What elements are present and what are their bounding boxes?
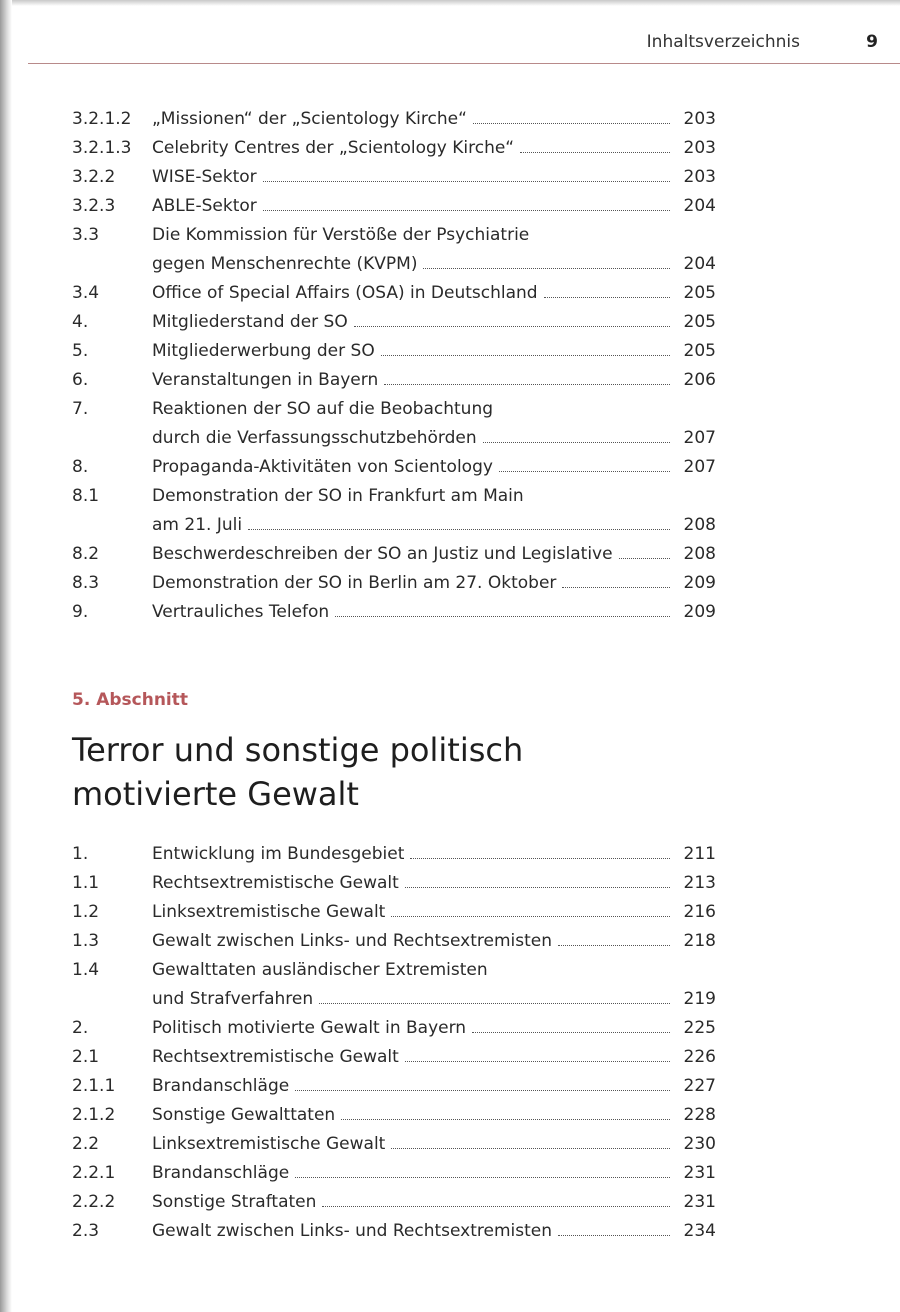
toc-entry-number: 3.3 bbox=[72, 225, 100, 245]
toc-entry-line bbox=[152, 1217, 716, 1246]
toc-entry-number: 4. bbox=[72, 312, 89, 332]
toc-entry-number: 3.4 bbox=[72, 283, 100, 303]
toc-entry bbox=[72, 308, 716, 337]
toc-entry-line bbox=[152, 985, 716, 1014]
toc-entry-page: 209 bbox=[683, 573, 716, 593]
toc-entry-page: 204 bbox=[683, 254, 716, 274]
dot-leader bbox=[562, 587, 670, 588]
toc-entry-line bbox=[152, 598, 716, 627]
toc-entry-line bbox=[152, 250, 716, 279]
toc-entry-title: Mitgliederstand der SO bbox=[152, 312, 348, 332]
toc-entry-line bbox=[152, 192, 716, 221]
toc-entry-title: Gewalt zwischen Links- und Rechtsextremisten bbox=[152, 931, 553, 951]
toc-entry-page: 208 bbox=[683, 544, 716, 564]
toc-entry-title: ABLE-Sektor bbox=[152, 196, 257, 216]
dot-leader bbox=[263, 210, 670, 211]
toc-entry-page: 203 bbox=[683, 167, 716, 187]
toc-entry-page: 226 bbox=[683, 1047, 716, 1067]
toc-entry-page: 213 bbox=[683, 873, 716, 893]
toc-entry-line bbox=[152, 395, 716, 424]
toc-entry-page: 231 bbox=[683, 1163, 716, 1183]
toc-entry-line bbox=[152, 540, 716, 569]
toc-entry-title: Sonstige Gewalttaten bbox=[152, 1105, 336, 1125]
toc-entry-line bbox=[152, 1043, 716, 1072]
toc-entry-number: 2.2.1 bbox=[72, 1163, 116, 1183]
scan-top-edge bbox=[0, 0, 900, 6]
dot-leader bbox=[558, 945, 670, 946]
toc-entry-title: Office of Special Affairs (OSA) in Deutschland bbox=[152, 283, 538, 303]
toc-entry-number: 5. bbox=[72, 341, 89, 361]
toc-entry-body bbox=[152, 598, 716, 627]
dot-leader bbox=[248, 529, 670, 530]
dot-leader bbox=[544, 297, 670, 298]
toc-entry-title: am 21. Juli bbox=[152, 515, 243, 535]
toc-entry-number: 2.3 bbox=[72, 1221, 100, 1241]
toc-entry-line bbox=[152, 134, 716, 163]
dot-leader bbox=[341, 1119, 670, 1120]
dot-leader bbox=[405, 1061, 670, 1062]
running-header-title: Inhaltsverzeichnis bbox=[646, 32, 800, 52]
toc-list-part1 bbox=[72, 105, 716, 627]
dot-leader bbox=[319, 1003, 670, 1004]
toc-entry-body bbox=[152, 1014, 716, 1043]
toc-entry-line bbox=[152, 1014, 716, 1043]
dot-leader bbox=[619, 558, 670, 559]
toc-entry bbox=[72, 337, 716, 366]
toc-entry-line bbox=[152, 511, 716, 540]
toc-entry-body bbox=[152, 840, 716, 869]
toc-entry bbox=[72, 869, 716, 898]
toc-entry-body bbox=[152, 105, 716, 134]
toc-entry-body bbox=[152, 453, 716, 482]
toc-entry-page: 207 bbox=[683, 428, 716, 448]
toc-entry-line bbox=[152, 366, 716, 395]
toc-entry-title: „Missionen“ der „Scientology Kirche“ bbox=[152, 109, 467, 129]
toc-entry-title: Brandanschläge bbox=[152, 1076, 290, 1096]
toc-entry-number: 3.2.3 bbox=[72, 196, 116, 216]
toc-entry-title: Sonstige Straftaten bbox=[152, 1192, 317, 1212]
toc-entry bbox=[72, 105, 716, 134]
toc-entry-page: 225 bbox=[683, 1018, 716, 1038]
toc-entry-line bbox=[152, 1072, 716, 1101]
toc-entry-page: 203 bbox=[683, 138, 716, 158]
dot-leader bbox=[384, 384, 670, 385]
toc-entry-page: 234 bbox=[683, 1221, 716, 1241]
toc-entry-body bbox=[152, 1217, 716, 1246]
toc-entry-number: 8.3 bbox=[72, 573, 100, 593]
toc-entry-line bbox=[152, 337, 716, 366]
toc-entry-page: 205 bbox=[683, 312, 716, 332]
toc-entry-line bbox=[152, 163, 716, 192]
toc-entry-body bbox=[152, 482, 716, 540]
toc-entry bbox=[72, 1043, 716, 1072]
toc-entry-number: 2.1.2 bbox=[72, 1105, 116, 1125]
toc-entry bbox=[72, 1159, 716, 1188]
scan-left-edge bbox=[0, 0, 12, 1312]
toc-entry-line bbox=[152, 569, 716, 598]
dot-leader bbox=[263, 181, 670, 182]
dot-leader bbox=[295, 1090, 670, 1091]
toc-entry-body bbox=[152, 927, 716, 956]
toc-entry-body bbox=[152, 366, 716, 395]
toc-entry-number: 3.2.1.3 bbox=[72, 138, 132, 158]
toc-entry-page: 216 bbox=[683, 902, 716, 922]
toc-entry bbox=[72, 927, 716, 956]
toc-entry-line bbox=[152, 1101, 716, 1130]
toc-entry-line bbox=[152, 1188, 716, 1217]
toc-entry-number: 2. bbox=[72, 1018, 89, 1038]
toc-entry-number: 1.2 bbox=[72, 902, 100, 922]
dot-leader bbox=[483, 442, 670, 443]
toc-entry-number: 1.1 bbox=[72, 873, 100, 893]
toc-entry-number: 6. bbox=[72, 370, 89, 390]
dot-leader bbox=[405, 887, 670, 888]
section-title: Terror und sonstige politisch motivierte Gewalt bbox=[72, 731, 524, 813]
toc-entry-line bbox=[152, 482, 716, 511]
toc-entry-page: 205 bbox=[683, 341, 716, 361]
toc-entry-line bbox=[152, 424, 716, 453]
toc-entry-line bbox=[152, 105, 716, 134]
dot-leader bbox=[295, 1177, 670, 1178]
toc-entry-number: 7. bbox=[72, 399, 89, 419]
toc-entry-body bbox=[152, 569, 716, 598]
dot-leader bbox=[472, 1032, 670, 1033]
toc-entry-line bbox=[152, 927, 716, 956]
dot-leader bbox=[391, 916, 670, 917]
toc-list-part2 bbox=[72, 840, 716, 1246]
dot-leader bbox=[322, 1206, 670, 1207]
dot-leader bbox=[423, 268, 670, 269]
toc-entry bbox=[72, 540, 716, 569]
toc-entry-body bbox=[152, 956, 716, 1014]
toc-entry bbox=[72, 482, 716, 540]
section-label: 5. Abschnitt bbox=[72, 690, 189, 710]
toc-entry-title: Beschwerdeschreiben der SO an Justiz und Legislative bbox=[152, 544, 613, 564]
toc-entry-body bbox=[152, 540, 716, 569]
toc-entry bbox=[72, 598, 716, 627]
toc-entry-line bbox=[152, 840, 716, 869]
toc-entry-title: gegen Menschenrechte (KVPM) bbox=[152, 254, 418, 274]
toc-entry-title: Veranstaltungen in Bayern bbox=[152, 370, 379, 390]
header-rule bbox=[28, 63, 900, 64]
toc-entry-page: 209 bbox=[683, 602, 716, 622]
toc-entry-line bbox=[152, 869, 716, 898]
toc-entry-body bbox=[152, 163, 716, 192]
toc-entry-line bbox=[152, 898, 716, 927]
dot-leader bbox=[558, 1235, 670, 1236]
toc-entry-number: 2.1.1 bbox=[72, 1076, 116, 1096]
toc-entry-title: Rechtsextremistische Gewalt bbox=[152, 873, 399, 893]
toc-entry bbox=[72, 279, 716, 308]
dot-leader bbox=[391, 1148, 670, 1149]
toc-entry-title: Politisch motivierte Gewalt in Bayern bbox=[152, 1018, 467, 1038]
toc-entry bbox=[72, 1130, 716, 1159]
toc-entry-body bbox=[152, 1072, 716, 1101]
toc-entry-title: Gewalt zwischen Links- und Rechtsextremisten bbox=[152, 1221, 553, 1241]
dot-leader bbox=[499, 471, 670, 472]
toc-entry-number: 3.2.2 bbox=[72, 167, 116, 187]
toc-entry-body bbox=[152, 1130, 716, 1159]
toc-entry bbox=[72, 1101, 716, 1130]
toc-entry-number: 3.2.1.2 bbox=[72, 109, 132, 129]
toc-entry-line bbox=[152, 221, 716, 250]
toc-entry-body bbox=[152, 1043, 716, 1072]
toc-entry-title: Brandanschläge bbox=[152, 1163, 290, 1183]
dot-leader bbox=[473, 123, 670, 124]
toc-entry-title: durch die Verfassungsschutzbehörden bbox=[152, 428, 477, 448]
dot-leader bbox=[410, 858, 670, 859]
toc-entry bbox=[72, 956, 716, 1014]
toc-entry-page: 211 bbox=[683, 844, 716, 864]
toc-entry-number: 2.1 bbox=[72, 1047, 100, 1067]
toc-entry-title: WISE-Sektor bbox=[152, 167, 257, 187]
dot-leader bbox=[520, 152, 670, 153]
toc-entry-page: 218 bbox=[683, 931, 716, 951]
toc-entry-number: 1.4 bbox=[72, 960, 100, 980]
toc-entry-body bbox=[152, 1188, 716, 1217]
toc-entry bbox=[72, 221, 716, 279]
toc-entry-body bbox=[152, 308, 716, 337]
toc-entry-page: 204 bbox=[683, 196, 716, 216]
toc-entry-page: 227 bbox=[683, 1076, 716, 1096]
toc-entry bbox=[72, 366, 716, 395]
toc-entry-page: 230 bbox=[683, 1134, 716, 1154]
toc-entry bbox=[72, 1014, 716, 1043]
toc-entry-body bbox=[152, 1101, 716, 1130]
toc-entry-title: Linksextremistische Gewalt bbox=[152, 902, 386, 922]
toc-entry-number: 8.2 bbox=[72, 544, 100, 564]
toc-entry-title: Demonstration der SO in Berlin am 27. Oktober bbox=[152, 573, 557, 593]
toc-entry-title: Propaganda-Aktivitäten von Scientology bbox=[152, 457, 493, 477]
toc-entry bbox=[72, 134, 716, 163]
toc-entry-page: 207 bbox=[683, 457, 716, 477]
toc-entry-title: Vertrauliches Telefon bbox=[152, 602, 330, 622]
toc-entry-page: 203 bbox=[683, 109, 716, 129]
toc-entry-page: 206 bbox=[683, 370, 716, 390]
toc-entry-page: 228 bbox=[683, 1105, 716, 1125]
toc-entry-page: 208 bbox=[683, 515, 716, 535]
toc-entry bbox=[72, 1188, 716, 1217]
toc-entry-body bbox=[152, 395, 716, 453]
toc-entry-title: Die Kommission für Verstöße der Psychiatrie bbox=[152, 225, 530, 245]
dot-leader bbox=[381, 355, 670, 356]
toc-entry bbox=[72, 453, 716, 482]
toc-entry bbox=[72, 569, 716, 598]
toc-entry-number: 2.2 bbox=[72, 1134, 100, 1154]
toc-entry bbox=[72, 898, 716, 927]
toc-entry-body bbox=[152, 192, 716, 221]
toc-entry-title: Entwicklung im Bundesgebiet bbox=[152, 844, 405, 864]
toc-entry bbox=[72, 1072, 716, 1101]
toc-entry-body bbox=[152, 279, 716, 308]
toc-entry-title: Linksextremistische Gewalt bbox=[152, 1134, 386, 1154]
toc-entry-page: 205 bbox=[683, 283, 716, 303]
toc-entry bbox=[72, 395, 716, 453]
toc-entry-line bbox=[152, 956, 716, 985]
toc-entry-number: 1. bbox=[72, 844, 89, 864]
toc-entry-line bbox=[152, 1130, 716, 1159]
toc-entry bbox=[72, 840, 716, 869]
toc-entry-number: 1.3 bbox=[72, 931, 100, 951]
toc-entry-title: Gewalttaten ausländischer Extremisten bbox=[152, 960, 488, 980]
toc-entry-title: Mitgliederwerbung der SO bbox=[152, 341, 375, 361]
toc-entry-line bbox=[152, 308, 716, 337]
toc-entry-body bbox=[152, 134, 716, 163]
running-header bbox=[0, 30, 900, 60]
toc-entry-title: Celebrity Centres der „Scientology Kirche“ bbox=[152, 138, 515, 158]
toc-entry-line bbox=[152, 453, 716, 482]
toc-entry-title: Rechtsextremistische Gewalt bbox=[152, 1047, 399, 1067]
toc-entry-body bbox=[152, 221, 716, 279]
toc-entry-body bbox=[152, 898, 716, 927]
toc-entry-title: Demonstration der SO in Frankfurt am Main bbox=[152, 486, 524, 506]
toc-entry-body bbox=[152, 1159, 716, 1188]
toc-entry-number: 9. bbox=[72, 602, 89, 622]
dot-leader bbox=[354, 326, 670, 327]
toc-entry-page: 219 bbox=[683, 989, 716, 1009]
toc-entry-body bbox=[152, 337, 716, 366]
toc-entry-line bbox=[152, 279, 716, 308]
toc-entry-title: Reaktionen der SO auf die Beobachtung bbox=[152, 399, 494, 419]
toc-entry bbox=[72, 192, 716, 221]
toc-entry-number: 2.2.2 bbox=[72, 1192, 116, 1212]
toc-entry bbox=[72, 1217, 716, 1246]
dot-leader bbox=[335, 616, 670, 617]
toc-entry-number: 8. bbox=[72, 457, 89, 477]
toc-entry-line bbox=[152, 1159, 716, 1188]
toc-entry-title: und Strafverfahren bbox=[152, 989, 314, 1009]
page-number: 9 bbox=[866, 32, 878, 52]
toc-entry-page: 231 bbox=[683, 1192, 716, 1212]
toc-entry-body bbox=[152, 869, 716, 898]
toc-entry-number: 8.1 bbox=[72, 486, 100, 506]
toc-entry bbox=[72, 163, 716, 192]
